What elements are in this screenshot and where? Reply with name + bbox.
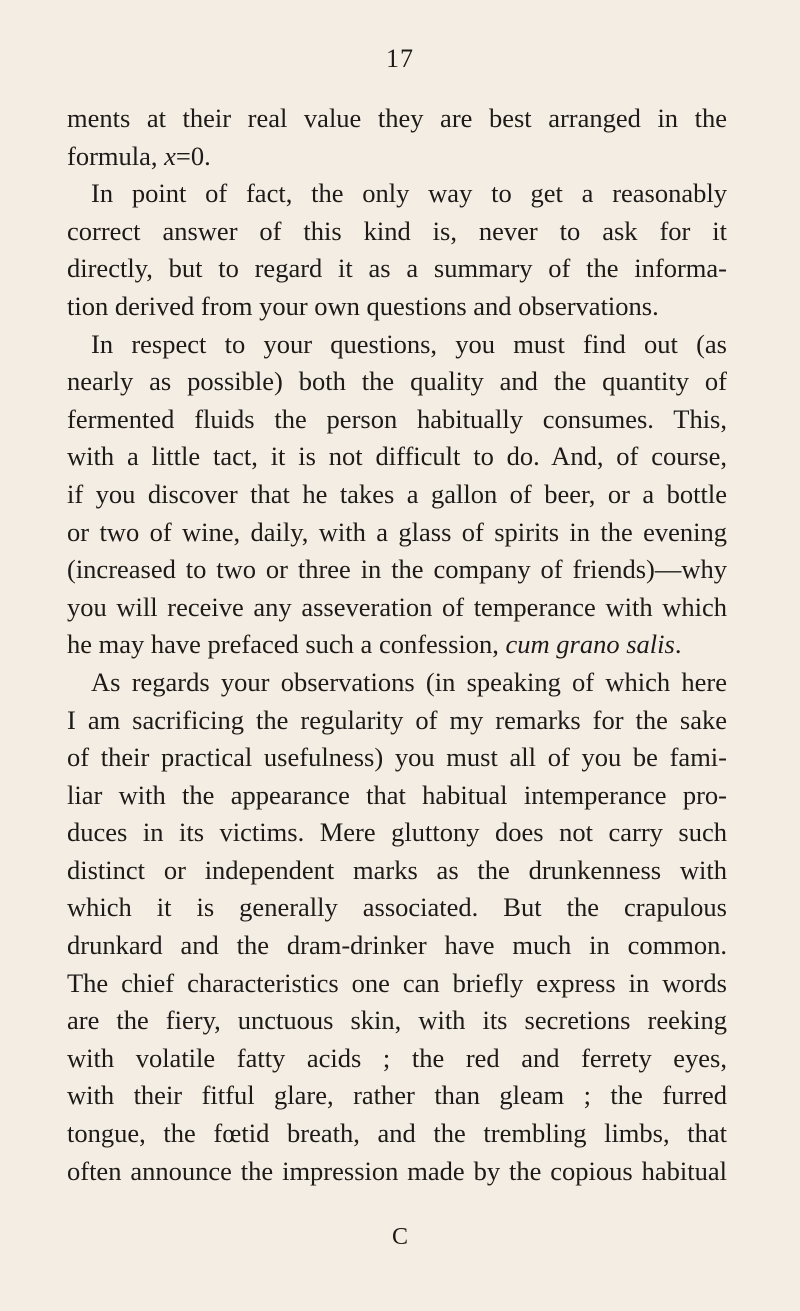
text-line: formula, x=0. [67, 140, 211, 171]
text-line: with their fitful glare, rather than gleam ; the furred [67, 1080, 727, 1111]
text-line: duces in its victims. Mere gluttony does not carry such [67, 817, 727, 848]
text-line: fermented fluids the person habitually consumes. This, [67, 403, 727, 434]
text-line: with a little tact, it is not difficult to do. And, of course, [67, 441, 727, 472]
text-line: tongue, the fœtid breath, and the trembling limbs, that [67, 1118, 727, 1149]
text-line: correct answer of this kind is, never to ask for it [67, 215, 727, 246]
text-line: nearly as possible) both the quality and the quantity of [67, 366, 727, 397]
body-text [67, 100, 727, 1190]
italic-phrase: x [164, 140, 176, 171]
text-line: tion derived from your own questions and observations. [67, 290, 659, 321]
signature-mark: C [391, 1224, 408, 1250]
page-number: 17 [386, 44, 414, 73]
text-line: The chief characteristics one can briefly express in words [67, 967, 727, 998]
text-line: (increased to two or three in the company of friends)—why [67, 554, 727, 585]
text-line: of their practical usefulness) you must all of you be fami- [67, 742, 727, 773]
text-line: liar with the appearance that habitual intemperance pro- [67, 779, 727, 810]
text-line: distinct or independent marks as the drunkenness with [67, 854, 727, 885]
text-line: I am sacrificing the regularity of my remarks for the sake [67, 704, 727, 735]
text-line: you will receive any asseveration of temperance with which [67, 591, 727, 622]
text-line: often announce the impression made by the copious habitual [67, 1155, 727, 1186]
text-line: if you discover that he takes a gallon of beer, or a bottle [67, 478, 727, 509]
text-line: drunkard and the dram-drinker have much in common. [67, 930, 727, 961]
text-line: with volatile fatty acids ; the red and ferrety eyes, [67, 1042, 727, 1073]
text-line: As regards your observations (in speaking of which here [91, 666, 727, 697]
italic-phrase: cum grano salis [505, 629, 675, 660]
text-line: In point of fact, the only way to get a reasonably [91, 178, 727, 209]
text-line: In respect to your questions, you must find out (as [91, 328, 727, 359]
text-line: or two of wine, daily, with a glass of spirits in the evening [67, 516, 727, 547]
text-line: ments at their real value they are best arranged in the [67, 103, 727, 133]
text-line: are the fiery, unctuous skin, with its secretions reeking [67, 1005, 727, 1036]
text-line: he may have prefaced such a confession, cum grano salis. [67, 629, 682, 660]
text-line: directly, but to regard it as a summary of the informa- [67, 253, 727, 284]
text-line: which it is generally associated. But the crapulous [67, 892, 727, 923]
